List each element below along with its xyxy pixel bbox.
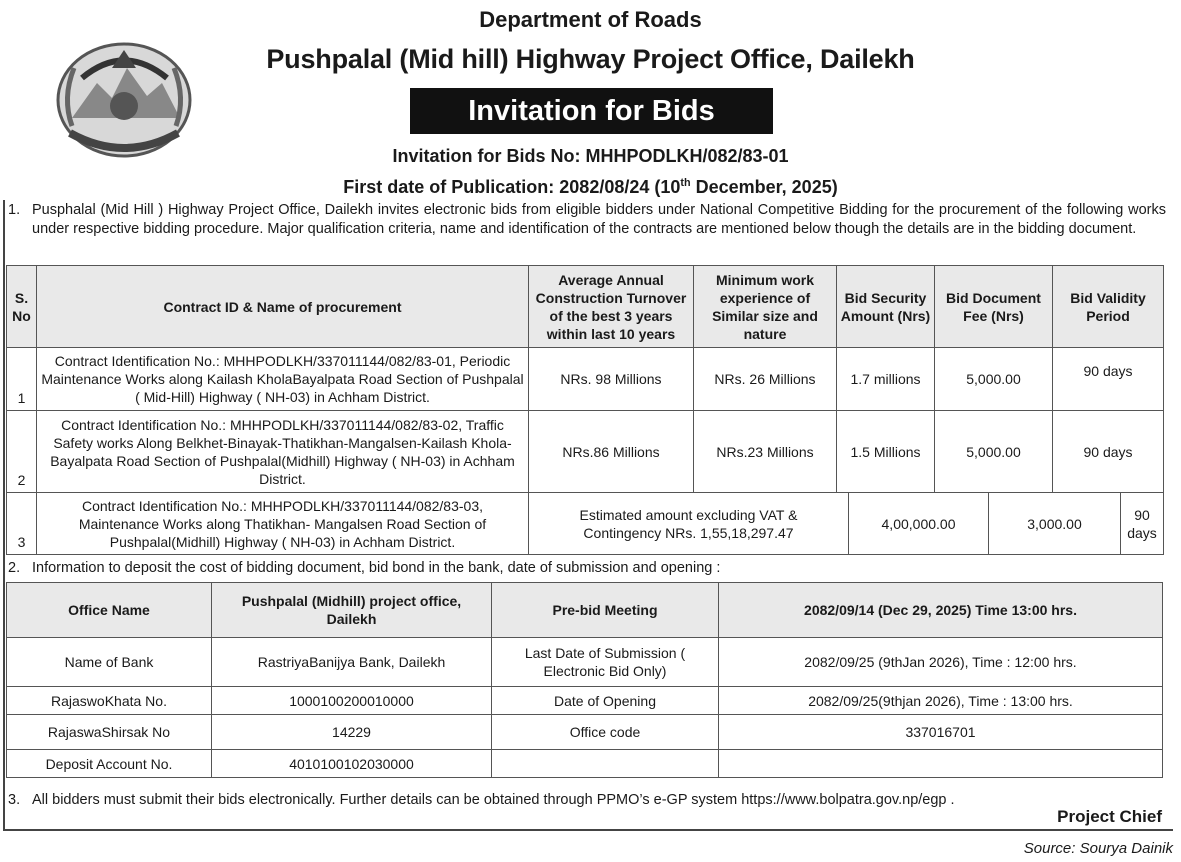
para-text: Information to deposit the cost of bidding document, bid bond in the bank, date of submission and opening :: [32, 560, 721, 576]
header-cell: Office Name: [7, 583, 212, 638]
cell: 337016701: [719, 715, 1163, 750]
header-validity: Bid Validity Period: [1053, 266, 1164, 348]
cell: 2082/09/25 (9thJan 2026), Time : 12:00 hrs.: [719, 638, 1163, 687]
cell-sno: 2: [7, 411, 37, 493]
cell-fee: 3,000.00: [989, 493, 1121, 555]
para-number: 3.: [8, 792, 21, 808]
header-cell: 2082/09/14 (Dec 29, 2025) Time 13:00 hrs.: [719, 583, 1163, 638]
cell: Name of Bank: [7, 638, 212, 687]
cell-contract: Contract Identification No.: MHHPODLKH/337011144/082/83-02, Traffic Safety works Along Belkhet-Binayak-Thatikhan-Mangalsen-Kailash Khola-Bayalpata Road Section of Pushpalal(Midhill) Highway ( NH-03) in Achham District.: [37, 411, 529, 493]
cell-sno: 1: [7, 348, 37, 411]
paragraph-2: [8, 559, 1166, 578]
table-row: [7, 715, 1163, 750]
cell-sno: 3: [7, 493, 37, 555]
para-number: 1.: [8, 202, 21, 218]
cell-estimate: Estimated amount excluding VAT & Contingency NRs. 1,55,18,297.47: [529, 493, 849, 555]
table-row: [7, 348, 1164, 411]
table-row: [7, 638, 1163, 687]
cell-contract: Contract Identification No.: MHHPODLKH/337011144/082/83-03, Maintenance Works along Thatikhan- Mangalsen Road Section of Pushpalal(Midhill) Highway ( NH-03) in Achham District.: [37, 493, 529, 555]
deposit-info-table: [6, 582, 1163, 778]
cell-security: 4,00,000.00: [849, 493, 989, 555]
publication-date: [0, 177, 1181, 198]
cell: Office code: [492, 715, 719, 750]
table-row: [7, 411, 1164, 493]
table-row: [7, 687, 1163, 715]
cell-contract: Contract Identification No.: MHHPODLKH/337011144/082/83-01, Periodic Maintenance Works along Kailash KholaBayalpata Road Section of Pushpalal ( Mid-Hill) Highway ( NH-03) in Achham District.: [37, 348, 529, 411]
cell: Deposit Account No.: [7, 750, 212, 778]
pub-date-prefix: First date of Publication: 2082/08/24 (10: [343, 177, 681, 197]
cell: [492, 750, 719, 778]
source-credit: Source: Sourya Dainik: [1023, 840, 1173, 857]
cell: Last Date of Submission ( Electronic Bid Only): [492, 638, 719, 687]
paragraph-1: [8, 201, 1166, 239]
department-title: Department of Roads: [479, 7, 702, 32]
cell: 4010100102030000: [212, 750, 492, 778]
header-turnover: Average Annual Construction Turnover of the best 3 years within last 10 years: [529, 266, 694, 348]
paragraph-3: [8, 791, 1166, 810]
cell: 2082/09/25(9thjan 2026), Time : 13:00 hrs.: [719, 687, 1163, 715]
header-contract: Contract ID & Name of procurement: [37, 266, 529, 348]
cell-validity: 90 days: [1121, 493, 1164, 555]
cell-experience: NRs. 26 Millions: [694, 348, 837, 411]
cell-security: 1.5 Millions: [837, 411, 935, 493]
table-header-row: [7, 583, 1163, 638]
para-text: Pusphalal (Mid Hill ) Highway Project Office, Dailekh invites electronic bids from eligible bidders under National Competitive Bidding for the procurement of the following works under respective bidding procedure. Major qualification criteria, name and identification of the contracts are mentioned below though the details are in the bidding document.: [32, 202, 1166, 237]
cell-turnover: NRs.86 Millions: [529, 411, 694, 493]
cell-turnover: NRs. 98 Millions: [529, 348, 694, 411]
invitation-banner: Invitation for Bids: [410, 88, 773, 134]
cell: 14229: [212, 715, 492, 750]
cell-validity: 90 days: [1053, 411, 1164, 493]
para-text: All bidders must submit their bids electronically. Further details can be obtained through PPMO’s e-GP system https://www.bolpatra.gov.np/egp .: [32, 792, 955, 808]
table-row: [7, 493, 1164, 555]
cell-security: 1.7 millions: [837, 348, 935, 411]
cell: 1000100200010000: [212, 687, 492, 715]
contracts-table: [6, 265, 1164, 555]
table-row: [7, 750, 1163, 778]
cell: Date of Opening: [492, 687, 719, 715]
cell-experience: NRs.23 Millions: [694, 411, 837, 493]
header-security: Bid Security Amount (Nrs): [837, 266, 935, 348]
pub-date-sup: th: [680, 177, 691, 189]
header-fee: Bid Document Fee (Nrs): [935, 266, 1053, 348]
office-title: Pushpalal (Mid hill) Highway Project Office, Dailekh: [266, 44, 915, 74]
cell: [719, 750, 1163, 778]
para-number: 2.: [8, 560, 21, 576]
cell: RajaswoKhata No.: [7, 687, 212, 715]
bid-number: Invitation for Bids No: MHHPODLKH/082/83-01: [392, 146, 789, 166]
cell-fee: 5,000.00: [935, 348, 1053, 411]
header-cell: Pre-bid Meeting: [492, 583, 719, 638]
table-header-row: [7, 266, 1164, 348]
cell: RajaswaShirsak No: [7, 715, 212, 750]
header-cell: Pushpalal (Midhill) project office, Dailekh: [212, 583, 492, 638]
header-sno: S. No: [7, 266, 37, 348]
cell-validity: 90 days: [1053, 348, 1164, 411]
cell-fee: 5,000.00: [935, 411, 1053, 493]
header-experience: Minimum work experience of Similar size and nature: [694, 266, 837, 348]
signature-project-chief: Project Chief: [1057, 807, 1162, 826]
pub-date-suffix: December, 2025): [690, 177, 838, 197]
cell: RastriyaBanijya Bank, Dailekh: [212, 638, 492, 687]
